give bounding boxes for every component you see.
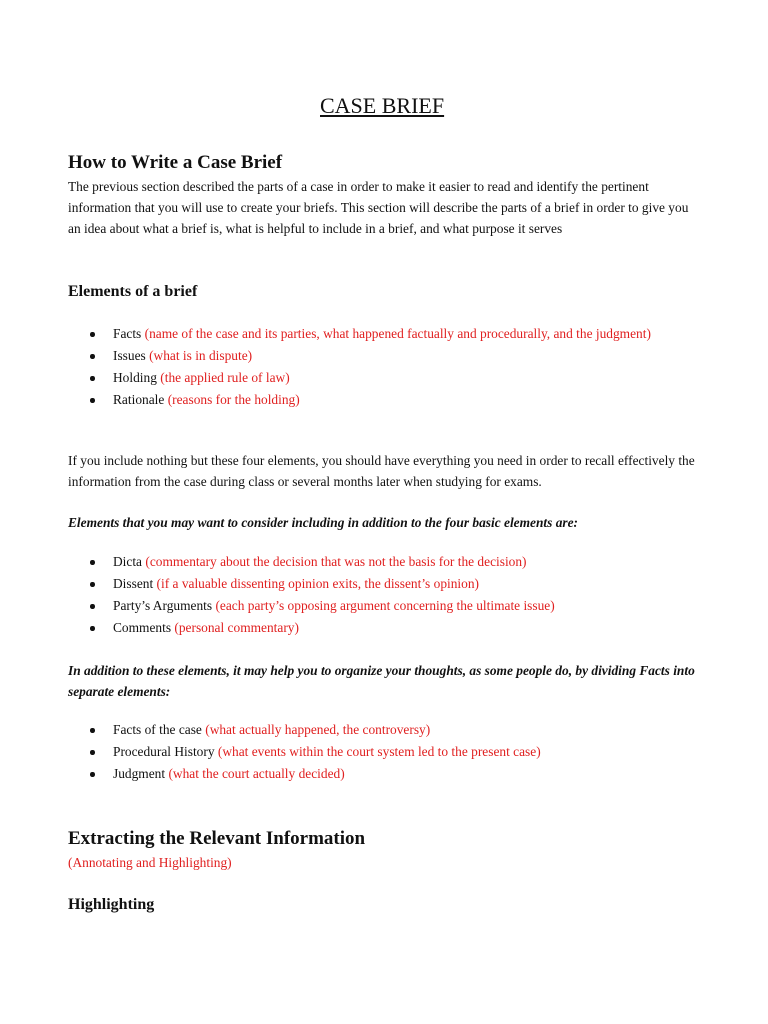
additional-lead: Elements that you may want to consider including in addition to the four basic elements are: <box>68 515 579 530</box>
item-term: Judgment <box>113 766 166 781</box>
list-item <box>68 551 688 573</box>
bullet-icon <box>90 772 95 777</box>
facts-split-list <box>68 719 688 785</box>
bullet-icon <box>90 398 95 403</box>
item-note: (reasons for the holding) <box>167 392 300 407</box>
how-to-paragraph: The previous section described the parts of a case in order to make it easier to read and identify the pertinent information that you will use to create your briefs. This section will describe the parts of a brief in order to give you an idea about what a brief is, what is helpful to include in a brief, and what purpose it serves <box>68 179 689 236</box>
item-term: Facts of the case <box>113 722 202 737</box>
extracting-heading: Extracting the Relevant Information <box>68 828 366 849</box>
item-note: (commentary about the decision that was not the basis for the decision) <box>145 554 527 569</box>
item-note: (what is in dispute) <box>149 348 253 363</box>
extracting-subtitle: (Annotating and Highlighting) <box>68 855 232 870</box>
list-item <box>68 595 688 617</box>
bullet-icon <box>90 626 95 631</box>
bullet-icon <box>90 560 95 565</box>
list-item <box>68 741 688 763</box>
list-item <box>68 763 688 785</box>
highlighting-heading: Highlighting <box>68 896 155 913</box>
item-term: Issues <box>113 348 146 363</box>
list-item <box>68 367 688 389</box>
elements-heading: Elements of a brief <box>68 283 198 300</box>
list-item <box>68 617 688 639</box>
item-term: Facts <box>113 326 142 341</box>
item-term: Dicta <box>113 554 142 569</box>
list-item <box>68 573 688 595</box>
item-note: (what actually happened, the controversy) <box>205 722 431 737</box>
item-note: (personal commentary) <box>174 620 299 635</box>
item-term: Party’s Arguments <box>113 598 213 613</box>
bullet-icon <box>90 604 95 609</box>
item-note: (what the court actually decided) <box>168 766 345 781</box>
list-item <box>68 345 688 367</box>
additional-list <box>68 551 688 639</box>
document-title: CASE BRIEF <box>320 93 445 118</box>
list-item <box>68 389 688 411</box>
bullet-icon <box>90 376 95 381</box>
item-note: (each party’s opposing argument concerning the ultimate issue) <box>215 598 555 613</box>
bullet-icon <box>90 332 95 337</box>
bullet-icon <box>90 582 95 587</box>
item-note: (if a valuable dissenting opinion exits, the dissent’s opinion) <box>156 576 479 591</box>
how-to-heading: How to Write a Case Brief <box>68 152 283 173</box>
elements-list <box>68 323 688 411</box>
item-term: Holding <box>113 370 157 385</box>
list-item <box>68 323 688 345</box>
list-item <box>68 719 688 741</box>
item-note: (name of the case and its parties, what happened factually and procedurally, and the judgment) <box>144 326 651 341</box>
item-term: Dissent <box>113 576 154 591</box>
item-term: Procedural History <box>113 744 215 759</box>
bullet-icon <box>90 354 95 359</box>
facts-split-lead: In addition to these elements, it may help you to organize your thoughts, as some people do, by dividing Facts into separate elements: <box>68 663 695 699</box>
item-note: (the applied rule of law) <box>160 370 290 385</box>
bullet-icon <box>90 750 95 755</box>
elements-summary: If you include nothing but these four elements, you should have everything you need in order to recall effectively the information from the case during class or several months later when studying for exams. <box>68 453 695 489</box>
item-term: Comments <box>113 620 172 635</box>
item-note: (what events within the court system led to the present case) <box>217 744 541 759</box>
bullet-icon <box>90 728 95 733</box>
item-term: Rationale <box>113 392 165 407</box>
